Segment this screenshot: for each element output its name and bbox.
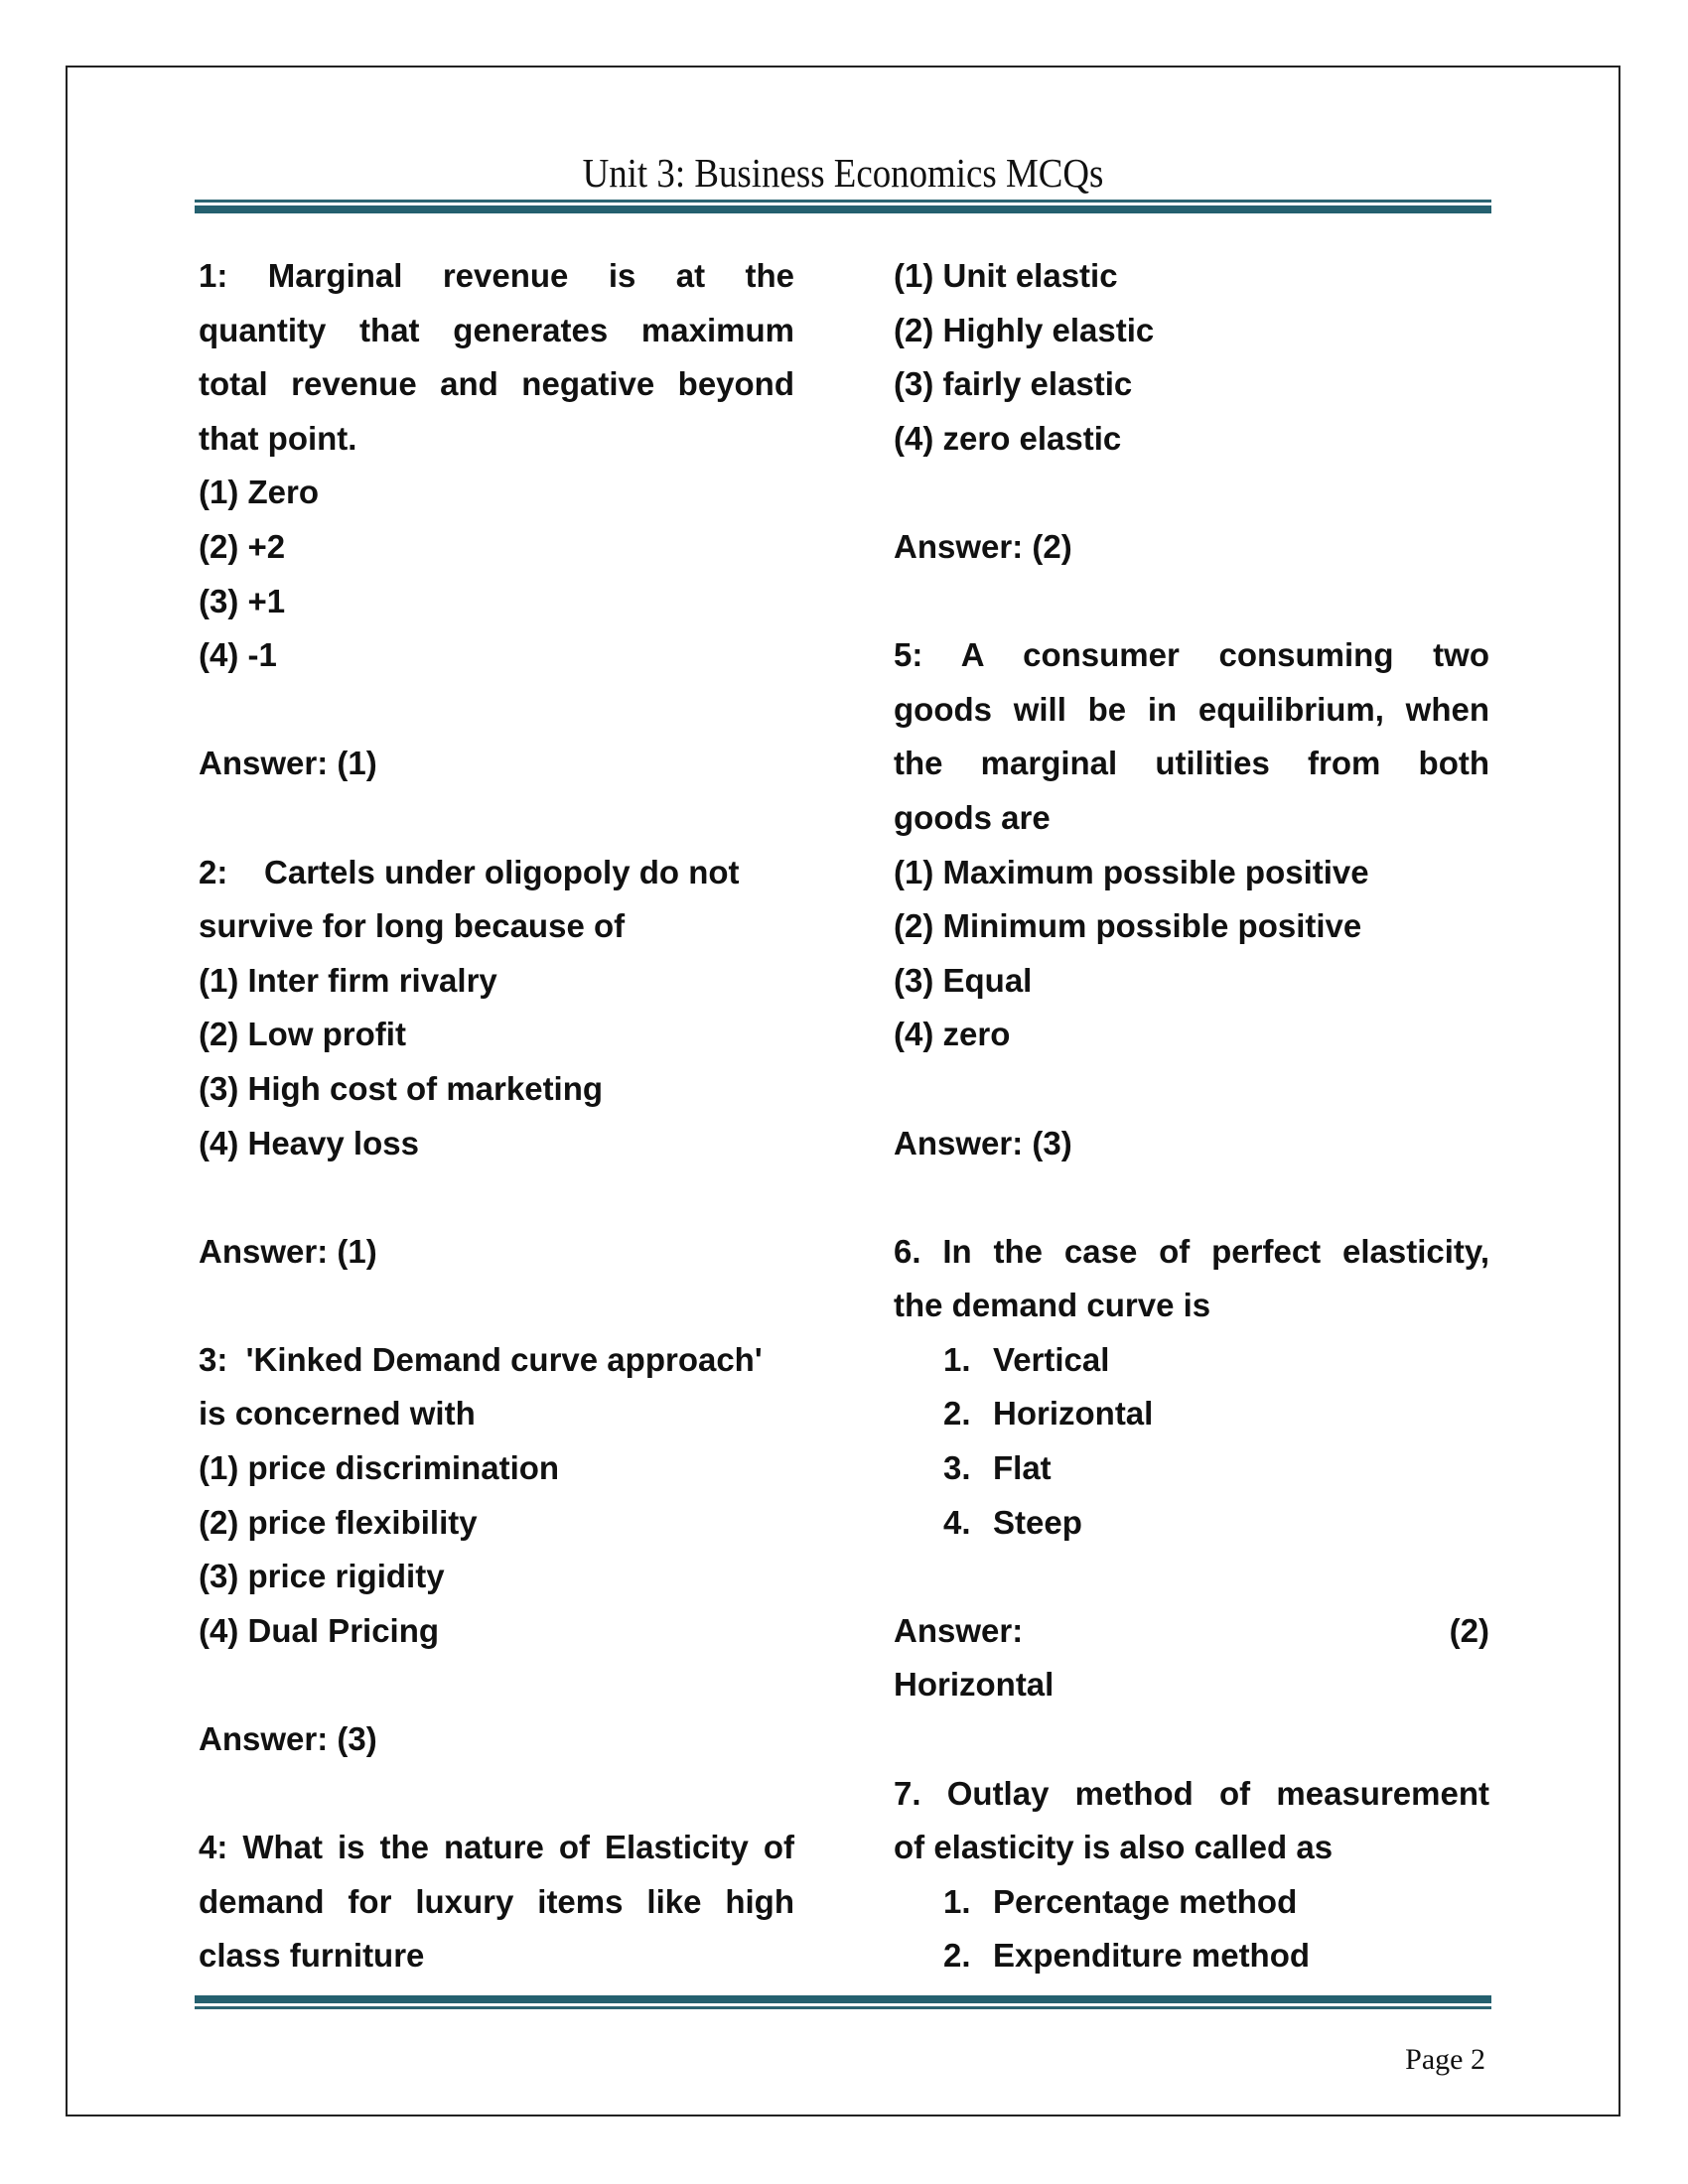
option-number: 1. [943,1340,971,1378]
option-number: 3. [943,1449,971,1487]
page-title: Unit 3: Business Economics MCQs [582,150,1104,196]
left-column [199,249,794,1983]
page-number: Page 2 [1405,2043,1485,2076]
option-text: Flat [993,1449,1052,1487]
answer: Answer: (2) [894,527,1072,565]
option: (1) Zero [199,474,320,511]
options-list [894,1333,1489,1550]
question-1 [199,249,794,846]
answer: Answer: (1) [199,1232,377,1270]
option: (4) Heavy loss [199,1124,419,1161]
answer-label: Answer: [894,1611,1024,1649]
question-text: 7. Outlay method of measurement [894,1774,1489,1812]
option: (3) price rigidity [199,1558,445,1595]
question-text: goods will be in equilibrium, when [894,690,1489,728]
answer [894,1604,1489,1659]
question-text: 2: Cartels under oligopoly do not [199,853,740,890]
answer-text: Horizontal [894,1666,1055,1704]
question-6 [894,1225,1489,1767]
question-text: total revenue and negative beyond [199,365,794,403]
answer: Answer: (3) [894,1124,1072,1161]
option [943,1441,1489,1496]
option-number: 1. [943,1882,971,1920]
question-text: the demand curve is [894,1287,1211,1324]
option: (2) Minimum possible positive [894,907,1362,945]
question-text: that point. [199,419,357,457]
question-text: demand for luxury items like high [199,1882,794,1920]
option [943,1929,1489,1983]
question-text: quantity that generates maximum [199,311,794,348]
question-4-options [894,249,1489,628]
option-text: Vertical [993,1340,1110,1378]
question-text: of elasticity is also called as [894,1829,1334,1866]
right-column [894,249,1489,1983]
option-text: Percentage method [993,1882,1298,1920]
answer: Answer: (1) [199,745,377,782]
option: (1) price discrimination [199,1449,560,1487]
question-text: class furniture [199,1937,425,1975]
option: (4) -1 [199,636,277,674]
option-number: 4. [943,1503,971,1541]
option: (4) Dual Pricing [199,1611,440,1649]
answer: Answer: (3) [199,1720,377,1758]
option [943,1496,1489,1551]
option-number: 2. [943,1937,971,1975]
option [943,1875,1489,1930]
option: (4) zero elastic [894,419,1122,457]
question-text: 6. In the case of perfect elasticity, [894,1232,1489,1270]
question-3 [199,1333,794,1821]
option [943,1387,1489,1441]
question-2 [199,846,794,1333]
option: (1) Unit elastic [894,257,1118,294]
options-list [894,1875,1489,1983]
option [943,1333,1489,1388]
question-5 [894,628,1489,1225]
footer-rule [195,1995,1491,2009]
question-text: 4: What is the nature of Elasticity of [199,1829,794,1866]
header-rule [195,200,1491,213]
option: (3) +1 [199,582,286,619]
option: (3) High cost of marketing [199,1069,604,1107]
option: (1) Maximum possible positive [894,853,1369,890]
question-4 [199,1821,794,1983]
option: (2) Highly elastic [894,311,1155,348]
option: (3) fairly elastic [894,365,1133,403]
option-number: 2. [943,1395,971,1433]
option: (1) Inter firm rivalry [199,961,497,999]
option-text: Horizontal [993,1395,1154,1433]
answer-value: (2) [1449,1611,1489,1649]
option: (4) zero [894,1016,1011,1053]
question-text: survive for long because of [199,907,626,945]
question-7 [894,1767,1489,1983]
question-text: 3: 'Kinked Demand curve approach' [199,1340,763,1378]
question-text: is concerned with [199,1395,476,1433]
question-text: goods are [894,798,1051,836]
option: (2) +2 [199,527,286,565]
option: (2) price flexibility [199,1503,478,1541]
question-text: the marginal utilities from both [894,745,1489,782]
question-text: 5: A consumer consuming two [894,636,1489,674]
option: (2) Low profit [199,1016,406,1053]
question-text: 1: Marginal revenue is at the [199,257,794,294]
option-text: Expenditure method [993,1937,1311,1975]
option: (3) Equal [894,961,1033,999]
option-text: Steep [993,1503,1082,1541]
